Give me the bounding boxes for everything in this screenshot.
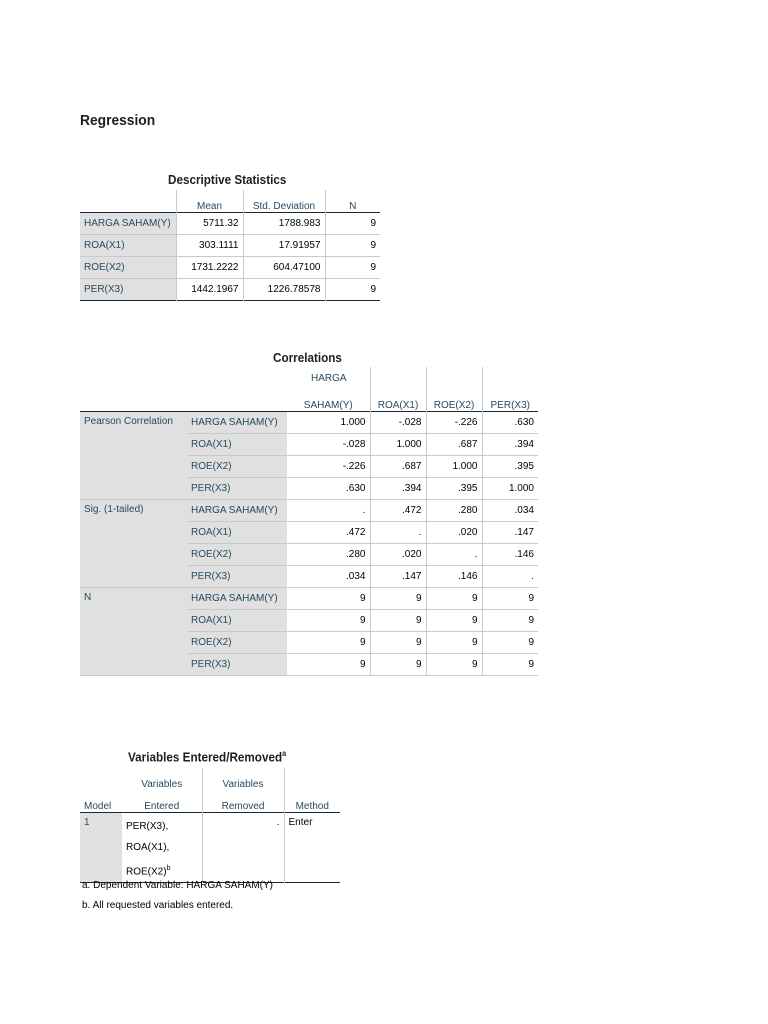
cell: 5711.32 (176, 212, 243, 234)
cell: 604.47100 (243, 256, 325, 278)
cell: 9 (426, 653, 482, 675)
row-label: PER(X3) (80, 278, 176, 300)
cell: .034 (482, 499, 538, 521)
cell: -.226 (426, 411, 482, 433)
row-label: ROA(X1) (187, 609, 287, 631)
col-std-deviation: Std. Deviation (243, 190, 325, 212)
correlations-table (80, 367, 538, 676)
cell: .020 (370, 543, 426, 565)
cell: 1226.78578 (243, 278, 325, 300)
col-harga-saham: SAHAM(Y) (303, 399, 353, 411)
cell: 1.000 (482, 477, 538, 499)
row-label: ROA(X1) (80, 234, 176, 256)
row-label: PER(X3) (187, 653, 287, 675)
cell: 9 (426, 587, 482, 609)
cell: .394 (370, 477, 426, 499)
col-entered-2: Entered (144, 800, 180, 812)
cell: 9 (426, 631, 482, 653)
cell: 9 (482, 587, 538, 609)
footnote-b: b. All requested variables entered. (82, 900, 234, 911)
row-label: ROA(X1) (187, 433, 287, 455)
cell: 9 (325, 278, 380, 300)
cell: .020 (426, 521, 482, 543)
cell: 9 (325, 234, 380, 256)
row-label: ROA(X1) (187, 521, 287, 543)
cell: .147 (370, 565, 426, 587)
entered-var: PER(X3), (126, 820, 169, 832)
col-roa: ROA(X1) (370, 389, 426, 411)
cell: . (426, 543, 482, 565)
row-label: PER(X3) (187, 565, 287, 587)
col-removed-1: Variables (202, 768, 284, 790)
cell: 9 (325, 256, 380, 278)
method-cell: Enter (284, 812, 340, 882)
cell: 1731.2222 (176, 256, 243, 278)
group-label: Sig. (1-tailed) (80, 499, 187, 587)
cell: .395 (482, 455, 538, 477)
cell: .034 (287, 565, 370, 587)
cell: 9 (482, 631, 538, 653)
cell: .630 (287, 477, 370, 499)
row-label: ROE(X2) (187, 543, 287, 565)
cell: 9 (370, 587, 426, 609)
col-roe: ROE(X2) (426, 389, 482, 411)
descriptive-title: Descriptive Statistics (168, 172, 287, 187)
cell: .280 (287, 543, 370, 565)
entered-sup: b (166, 864, 171, 872)
footnote-a: a. Dependent Variable: HARGA SAHAM(Y) (82, 880, 274, 891)
col-removed-2: Removed (202, 790, 284, 812)
cell: .146 (426, 565, 482, 587)
cell: -.028 (370, 411, 426, 433)
cell: -.226 (287, 455, 370, 477)
page-title: Regression (80, 112, 156, 129)
cell: 17.91957 (243, 234, 325, 256)
col-harga-line1: HARGA (311, 372, 347, 384)
col-entered-1: Variables (141, 779, 183, 790)
row-label: HARGA SAHAM(Y) (187, 587, 287, 609)
cell: . (482, 565, 538, 587)
cell: 9 (325, 212, 380, 234)
cell: 1442.1967 (176, 278, 243, 300)
correlations-body (80, 411, 538, 675)
cell: -.028 (287, 433, 370, 455)
cell: 9 (370, 609, 426, 631)
cell: 1.000 (370, 433, 426, 455)
cell: 9 (482, 653, 538, 675)
model-cell: 1 (80, 812, 122, 882)
row-label: HARGA SAHAM(Y) (80, 212, 176, 234)
cell: .472 (370, 499, 426, 521)
cell: .687 (370, 455, 426, 477)
col-mean: Mean (176, 190, 243, 212)
row-label: ROE(X2) (187, 455, 287, 477)
cell: .630 (482, 411, 538, 433)
cell: . (370, 521, 426, 543)
cell: 9 (370, 631, 426, 653)
cell: 1.000 (426, 455, 482, 477)
variables-title-text: Variables Entered/Removed (128, 749, 283, 765)
col-per: PER(X3) (482, 389, 538, 411)
cell: 9 (287, 653, 370, 675)
descriptive-table (80, 190, 380, 301)
group-label: Pearson Correlation (80, 411, 187, 499)
cell: 9 (287, 631, 370, 653)
variables-table (80, 768, 340, 883)
cell: .394 (482, 433, 538, 455)
variables-title (128, 749, 286, 764)
cell: 9 (482, 609, 538, 631)
col-model: Model (84, 800, 112, 812)
cell: .687 (426, 433, 482, 455)
entered-var: ROA(X1), (126, 841, 170, 853)
entered-var: $ROE(X2)^b$ (126, 864, 171, 877)
row-label: HARGA SAHAM(Y) (187, 411, 287, 433)
entered-cell (122, 812, 202, 882)
row-label: ROE(X2) (187, 631, 287, 653)
cell: .147 (482, 521, 538, 543)
col-n: N (325, 190, 380, 212)
row-label: HARGA SAHAM(Y) (187, 499, 287, 521)
variables-title-sup: a (282, 749, 287, 758)
group-label: N (80, 587, 187, 675)
correlations-title: Correlations (273, 350, 342, 365)
cell: .472 (287, 521, 370, 543)
cell: 303.1111 (176, 234, 243, 256)
row-label: ROE(X2) (80, 256, 176, 278)
cell: 9 (426, 609, 482, 631)
cell: 9 (287, 609, 370, 631)
cell: . (287, 499, 370, 521)
cell: .146 (482, 543, 538, 565)
cell: .395 (426, 477, 482, 499)
col-method: Method (284, 790, 340, 812)
cell: 9 (287, 587, 370, 609)
cell: 9 (370, 653, 426, 675)
cell: 1.000 (287, 411, 370, 433)
cell: 1788.983 (243, 212, 325, 234)
cell: .280 (426, 499, 482, 521)
removed-cell: . (202, 812, 284, 882)
row-label: PER(X3) (187, 477, 287, 499)
